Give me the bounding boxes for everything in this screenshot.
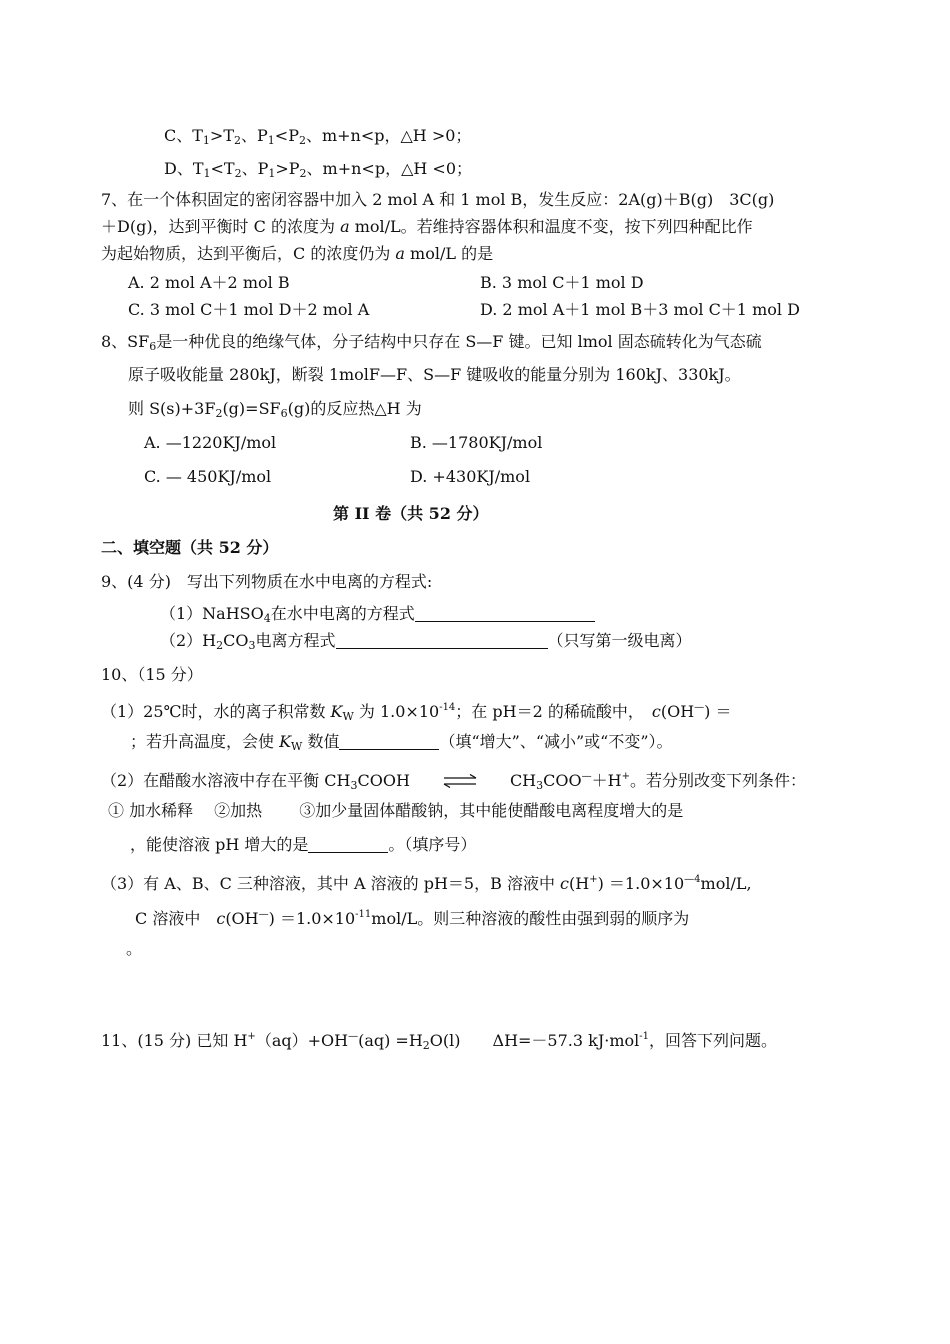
q10-answer-blank-kw[interactable] (339, 733, 439, 750)
q7-stem-line3: 为起始物质，达到平衡后，C 的浓度仍为 a mol/L 的是 (101, 244, 494, 263)
q6-option-d: D、$T_1<T_2$、$P_1>P_2$、m+n<p，△H <0； (164, 159, 473, 180)
q9-answer-blank-2[interactable] (336, 632, 548, 649)
q7-option-a: A. 2 mol A＋2 mol B (128, 273, 290, 292)
section2-title: 二、填空题（共 52 分） (101, 538, 279, 557)
q9-item1: （1）NaHSO$_4$在水中电离的方程式 (160, 603, 595, 630)
q10-part2-line1: （2）在醋酸水溶液中存在平衡 $CH_3COOH$ $CH_3COO^—+H^+$。若分别改变下列条件： (101, 771, 806, 792)
q7-stem-line1: 7、在一个体积固定的密闭容器中加入 2 mol A 和 1 mol B，发生反应：2A(g)＋B(g) 3C(g) (101, 190, 775, 209)
q6-option-c: C、$T_1>T_2$、$P_1<P_2$、m+n<p，△H >0； (164, 126, 472, 147)
q7-option-c: C. 3 mol C＋1 mol D＋2 mol A (128, 300, 370, 319)
q10-head: 10、（15 分） (101, 665, 203, 684)
part2-title: 第 II 卷（共 52 分） (333, 504, 489, 523)
q11-stem: 11、(15 分) 已知 $H^+(aq)+OH^—(aq) =H_2O(l)$ ΔH=－57.3 kJ·mol$^{-1}$，回答下列问题。 (101, 1031, 778, 1052)
q10-part3-line1: （3）有 A、B、C 三种溶液，其中 A 溶液的 pH＝5，B 溶液中 $c(H^+) =1.0\times 10^{—4}mol/L$, (101, 874, 752, 893)
q8-option-c: C. — 450KJ/mol (144, 467, 272, 486)
q8-option-d: D. +430KJ/mol (410, 467, 531, 486)
q9-answer-blank-1[interactable] (415, 605, 595, 622)
q10-part1-line1: （1）25℃时，水的离子积常数 $K_W$ 为 $1.0\times 10^{-14}$；在 pH＝2 的稀硫酸中， c(OH—) ＝ (101, 702, 732, 723)
q10-part1-line2: ；若升高温度，会使 $K_W$ 数值 （填“增大”、“减小”或“不变”）。 (130, 732, 673, 753)
q10-answer-blank-ph[interactable] (308, 836, 388, 853)
q10-part3-line2: C 溶液中 $c(OH^—) =1.0\times 10^{-11}mol/L$。则三种溶液的酸性由强到弱的顺序为 (135, 909, 690, 928)
q10-part3-line3: 。 (126, 939, 143, 958)
q8-option-a: A. —1220KJ/mol (144, 433, 277, 452)
q8-stem-line2: 原子吸收能量 280kJ，断裂 1molF—F、S—F 键吸收的能量分别为 160kJ、330kJ。 (128, 365, 741, 384)
q7-option-b: B. 3 mol C＋1 mol D (480, 273, 644, 292)
q8-stem-line3: 则 $S(s)+3F_2(g)=SF_6(g)$的反应热△H 为 (128, 399, 422, 420)
q8-option-b: B. —1780KJ/mol (410, 433, 543, 452)
q9-item2: $(2)H_2CO_3$电离方程式 （只写第一级电离） (160, 631, 692, 652)
q7-stem-line2: ＋D(g)，达到平衡时 C 的浓度为 a mol/L。若维持容器体积和温度不变，按下列四种配比作 (101, 217, 753, 236)
q9-stem: 9、(4 分) 写出下列物质在水中电离的方程式: (101, 572, 433, 591)
q10-part2-line3: ，能使溶液 pH 增大的是 。（填序号） (130, 835, 477, 854)
q10-part2-line2: ① 加水稀释 ②加热 ③加少量固体醋酸钠，其中能使醋酸电离程度增大的是 (108, 801, 684, 820)
equilibrium-arrow-icon (442, 774, 478, 788)
q7-option-d: D. 2 mol A＋1 mol B＋3 mol C＋1 mol D (480, 300, 800, 319)
q8-stem-line1: 8、$SF_6$是一种优良的绝缘气体，分子结构中只存在 S—F 键。已知 lmol 固态硫转化为气态硫 (101, 332, 762, 353)
